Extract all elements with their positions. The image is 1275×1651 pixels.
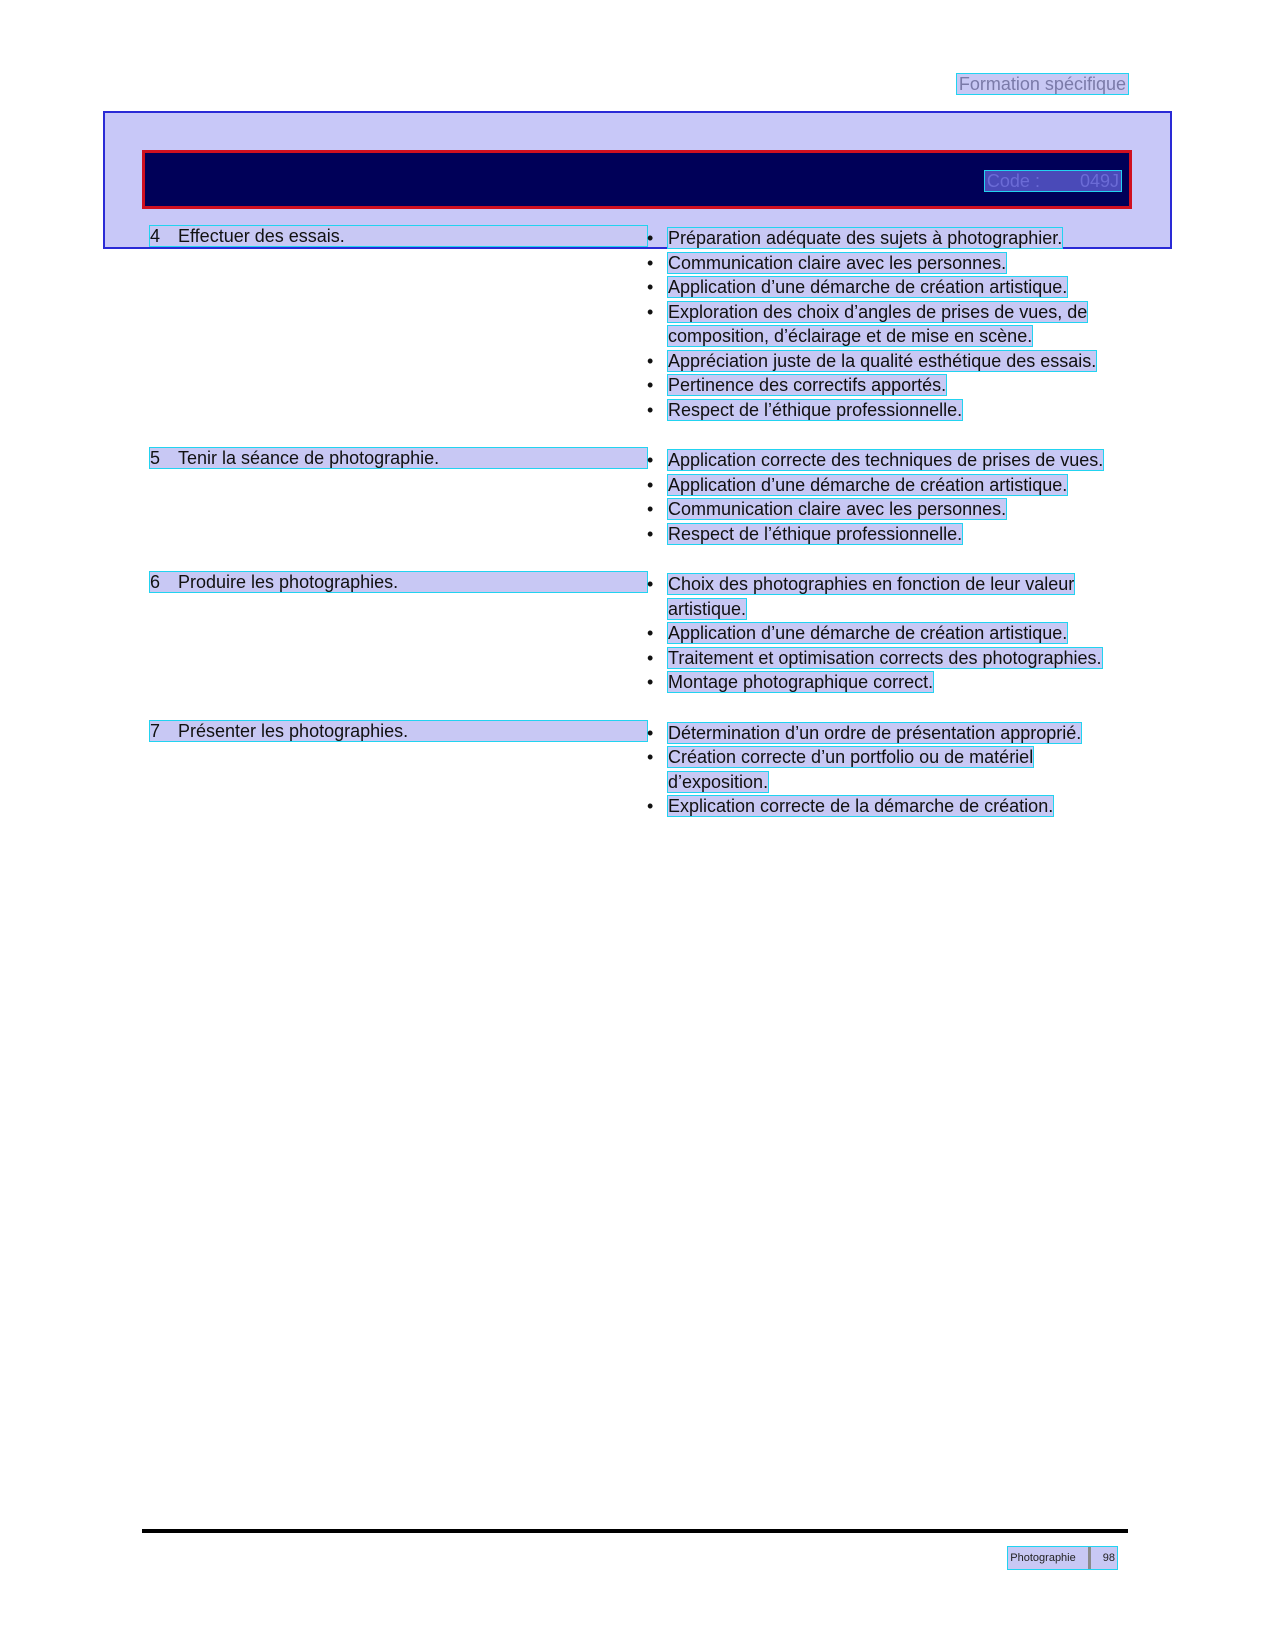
- criteria-text: Respect de l’éthique professionnelle.: [668, 523, 963, 544]
- code-label: Code :: [986, 171, 1040, 191]
- criteria-text: Détermination d’un ordre de présentation approprié.: [668, 722, 1082, 743]
- criteria-item: [647, 349, 1126, 374]
- competency-code: [985, 171, 1121, 191]
- bullet-icon: •: [647, 375, 654, 395]
- element-title-text: Effectuer des essais.: [178, 226, 345, 246]
- element-row: [150, 721, 1126, 819]
- criteria-text: Pertinence des correctifs apportés.: [668, 375, 947, 395]
- footer-separator: [1088, 1547, 1091, 1569]
- element-number: 7: [150, 720, 161, 741]
- criteria-text: Explication correcte de la démarche de création.: [668, 796, 1054, 816]
- criteria-text: Traitement et optimisation corrects des photographies.: [668, 647, 1102, 668]
- criteria-item: [647, 721, 1126, 746]
- criteria-item: [647, 497, 1126, 522]
- criteria-item: [647, 572, 1126, 621]
- criteria-item: [647, 251, 1126, 276]
- page-header: Formation spécifique: [958, 74, 1126, 94]
- page-footer: [1008, 1547, 1117, 1569]
- element-title-text: Présenter les photographies.: [178, 720, 409, 741]
- element-row: [150, 226, 1126, 422]
- criteria-item: [647, 745, 1126, 794]
- criteria-list: [647, 721, 1126, 819]
- element-title: [150, 721, 647, 741]
- criteria-list: [647, 226, 1126, 422]
- criteria-item: [647, 300, 1126, 349]
- bullet-icon: •: [647, 747, 654, 767]
- criteria-text: Communication claire avec les personnes.: [668, 252, 1007, 273]
- bullet-icon: •: [647, 623, 654, 643]
- element-row: [150, 572, 1126, 695]
- criteria-text: Application d’une démarche de création artistique.: [668, 623, 1068, 643]
- criteria-item: [647, 226, 1126, 251]
- criteria-text: Choix des photographies en fonction de leur valeur artistique.: [668, 574, 1075, 619]
- bullet-icon: •: [647, 228, 654, 248]
- criteria-text: Application d’une démarche de création artistique.: [668, 474, 1068, 495]
- element-title: [150, 572, 647, 592]
- element-title: [150, 448, 647, 468]
- criteria-text: Respect de l’éthique professionnelle.: [668, 399, 963, 420]
- footer-program: Photographie: [1010, 1551, 1076, 1564]
- bullet-icon: •: [647, 499, 654, 519]
- bullet-icon: •: [647, 574, 654, 594]
- bullet-icon: •: [647, 672, 654, 692]
- element-title-text: Tenir la séance de photographie.: [178, 448, 440, 468]
- element-title-text: Produire les photographies.: [178, 572, 399, 592]
- bullet-icon: •: [647, 301, 654, 322]
- bullet-icon: •: [647, 796, 654, 816]
- element-number: 6: [150, 572, 161, 592]
- bullet-icon: •: [647, 350, 654, 371]
- criteria-text: Exploration des choix d’angles de prises de vues, de composition, d’éclairage et de mise en scène.: [668, 301, 1088, 346]
- bullet-icon: •: [647, 474, 654, 495]
- bullet-icon: •: [647, 399, 654, 420]
- competency-banner: [142, 150, 1132, 209]
- criteria-text: Communication claire avec les personnes.: [668, 499, 1007, 519]
- bullet-icon: •: [647, 450, 654, 470]
- element-number: 4: [150, 226, 161, 246]
- bullet-icon: •: [647, 647, 654, 668]
- criteria-item: [647, 646, 1126, 671]
- criteria-list: [647, 572, 1126, 695]
- criteria-text: Appréciation juste de la qualité esthétique des essais.: [668, 350, 1097, 371]
- bullet-icon: •: [647, 277, 654, 297]
- criteria-item: [647, 448, 1126, 473]
- criteria-text: Préparation adéquate des sujets à photographier.: [668, 228, 1063, 248]
- criteria-text: Application d’une démarche de création artistique.: [668, 277, 1068, 297]
- criteria-text: Création correcte d’un portfolio ou de matériel d’exposition.: [668, 747, 1034, 792]
- code-value: 049J: [1079, 171, 1119, 191]
- element-number: 5: [150, 448, 161, 468]
- bullet-icon: •: [647, 722, 654, 743]
- bullet-icon: •: [647, 252, 654, 273]
- criteria-item: [647, 275, 1126, 300]
- criteria-item: [647, 473, 1126, 498]
- footer-rule: [142, 1529, 1128, 1533]
- bullet-icon: •: [647, 523, 654, 544]
- footer-page-number: 98: [1102, 1551, 1115, 1564]
- criteria-item: [647, 373, 1126, 398]
- element-row: [150, 448, 1126, 546]
- criteria-text: Application correcte des techniques de prises de vues.: [668, 450, 1104, 470]
- criteria-item: [647, 794, 1126, 819]
- criteria-item: [647, 398, 1126, 423]
- criteria-list: [647, 448, 1126, 546]
- element-title: [150, 226, 647, 246]
- criteria-item: [647, 670, 1126, 695]
- criteria-item: [647, 522, 1126, 547]
- criteria-item: [647, 621, 1126, 646]
- criteria-table: [150, 226, 1126, 845]
- criteria-text: Montage photographique correct.: [668, 672, 934, 692]
